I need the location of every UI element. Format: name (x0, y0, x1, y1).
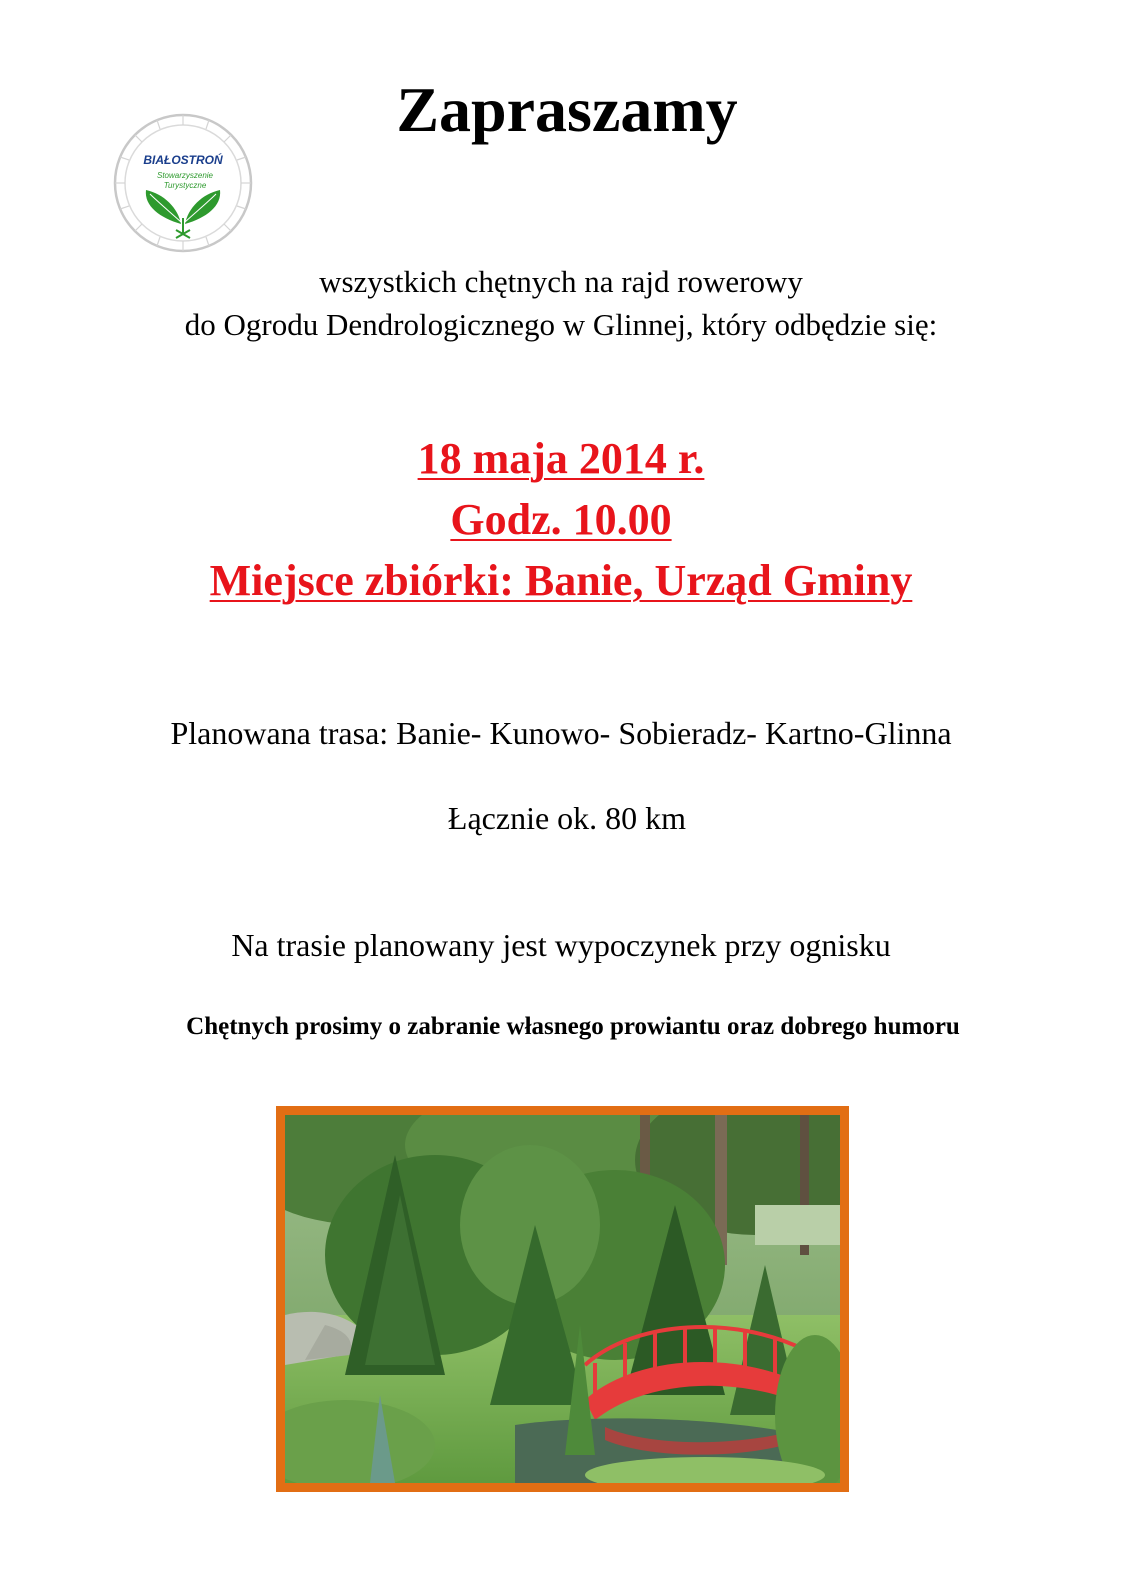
logo-name: BIAŁOSTROŃ (143, 153, 223, 167)
event-date: 18 maja 2014 r. (417, 434, 705, 483)
planned-route: Planowana trasa: Banie- Kunowo- Sobieradz- Kartno-Glinna (170, 715, 952, 751)
meeting-place: Miejsce zbiórki: Banie, Urząd Gminy (209, 556, 913, 605)
rest-note: Na trasie planowany jest wypoczynek przy ognisku (231, 927, 891, 963)
total-distance: Łącznie ok. 80 km (447, 800, 687, 836)
logo-subtitle-line1: Stowarzyszenie (156, 171, 214, 180)
intro-line-2: do Ogrodu Dendrologicznego w Glinnej, który odbędzie się: (184, 307, 938, 342)
logo-subtitle-line2: Turystyczne (163, 181, 207, 190)
event-time: Godz. 10.00 (450, 495, 672, 544)
intro-line-1: wszystkich chętnych na rajd rowerowy (319, 264, 803, 299)
association-logo (112, 112, 254, 254)
garden-photo (276, 1106, 849, 1492)
request-note: Chętnych prosimy o zabranie własnego prowiantu oraz dobrego humoru (186, 1013, 960, 1040)
poster-title: Zapraszamy (396, 74, 738, 145)
